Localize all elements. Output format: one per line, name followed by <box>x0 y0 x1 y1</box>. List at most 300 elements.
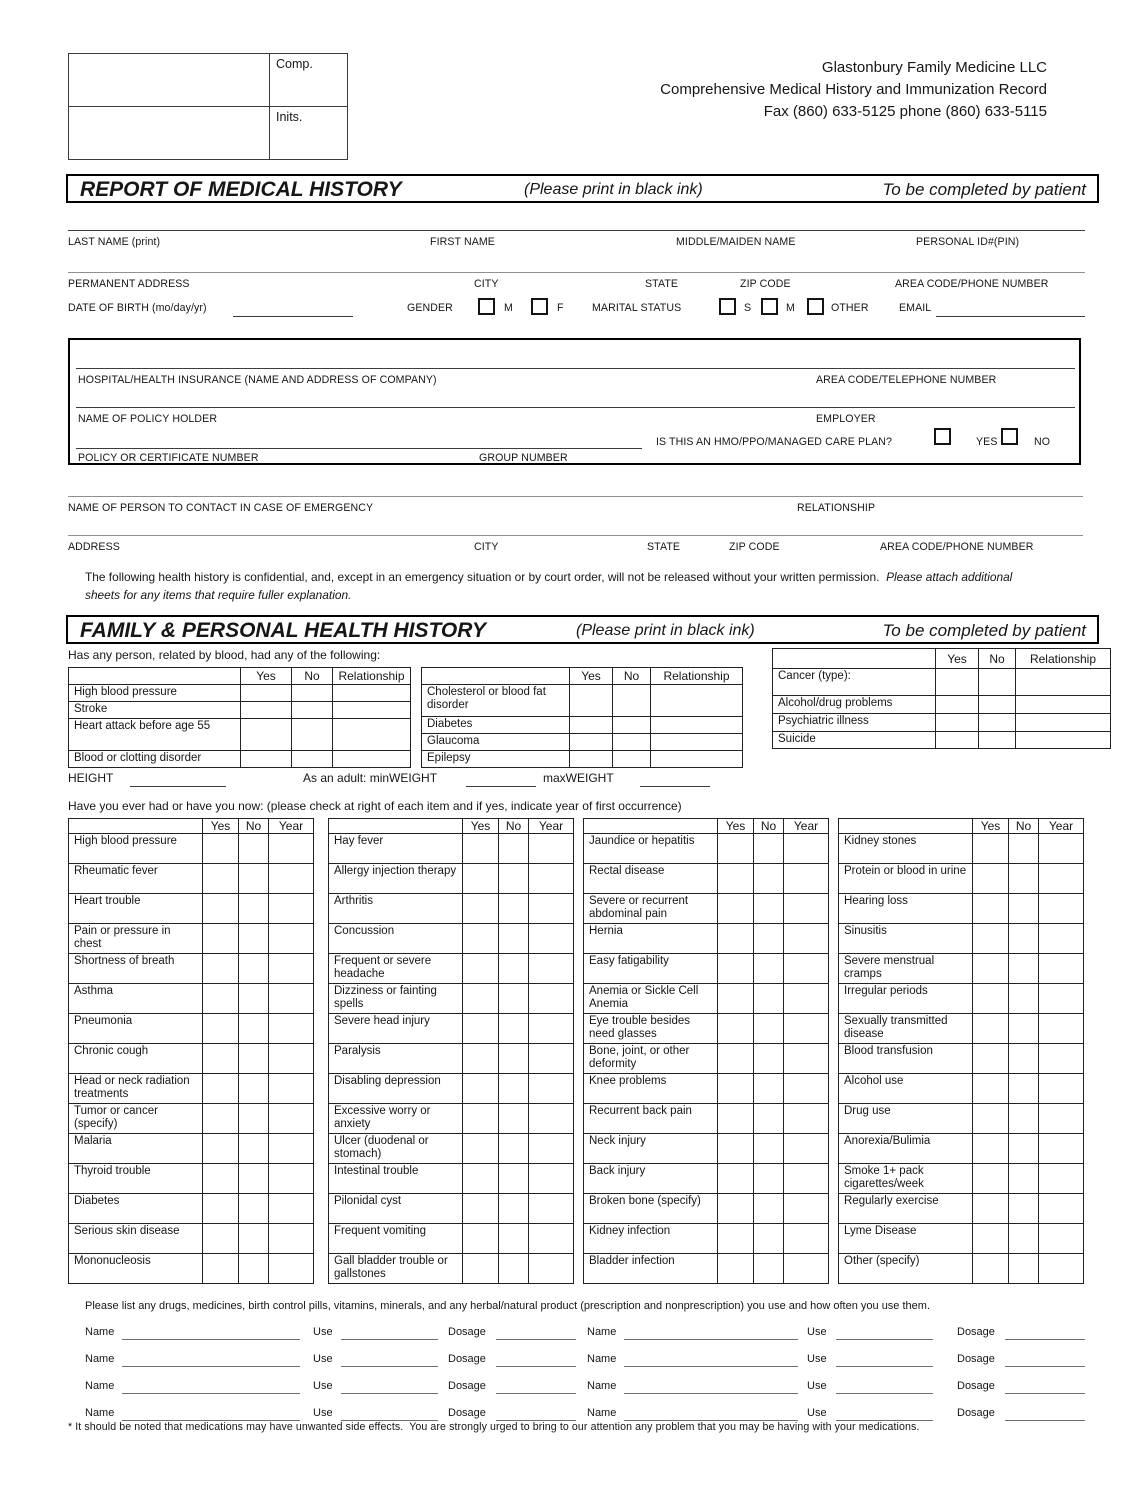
item-label: Hernia <box>584 924 718 954</box>
no-checkbox-cell[interactable] <box>499 1134 529 1164</box>
no-checkbox-cell[interactable] <box>1009 864 1039 894</box>
height-label: HEIGHT <box>68 771 114 785</box>
yes-checkbox-cell[interactable] <box>463 954 499 984</box>
no-checkbox-cell[interactable] <box>499 1254 529 1284</box>
year-cell[interactable] <box>1039 864 1084 894</box>
year-cell[interactable] <box>269 1254 314 1284</box>
medication-dosage-field[interactable] <box>1005 1393 1085 1394</box>
item-label: Diabetes <box>422 717 570 734</box>
column-header-no: No <box>979 649 1016 669</box>
no-checkbox-cell[interactable] <box>499 1164 529 1194</box>
yes-checkbox-cell[interactable] <box>973 1074 1009 1104</box>
medication-dosage-field[interactable] <box>1005 1339 1085 1340</box>
table-row <box>69 1014 314 1044</box>
year-cell[interactable] <box>784 1254 829 1284</box>
item-label: Back injury <box>584 1164 718 1194</box>
no-checkbox-cell[interactable] <box>239 1164 269 1194</box>
hmo-no-checkbox[interactable] <box>1001 428 1018 445</box>
item-label: Diabetes <box>69 1194 203 1224</box>
yes-checkbox-cell[interactable] <box>241 751 292 768</box>
yes-checkbox-cell[interactable] <box>570 751 613 768</box>
email-label: EMAIL <box>899 302 932 314</box>
year-cell[interactable] <box>1039 954 1084 984</box>
no-checkbox-cell[interactable] <box>754 1044 784 1074</box>
year-cell[interactable] <box>784 1014 829 1044</box>
yes-checkbox-cell[interactable] <box>936 696 979 714</box>
year-cell[interactable] <box>269 834 314 864</box>
yes-checkbox-cell[interactable] <box>203 834 239 864</box>
table-row <box>839 1014 1084 1044</box>
year-cell[interactable] <box>784 1044 829 1074</box>
yes-checkbox-cell[interactable] <box>973 1224 1009 1254</box>
history-question: Have you ever had or have you now: (please check at right of each item and if yes, indicate year of first occurrence) <box>68 799 682 813</box>
year-cell[interactable] <box>784 924 829 954</box>
no-checkbox-cell[interactable] <box>1009 954 1039 984</box>
no-checkbox-cell[interactable] <box>613 751 651 768</box>
medication-use-field[interactable] <box>341 1366 438 1367</box>
no-checkbox-cell[interactable] <box>499 864 529 894</box>
relationship-cell[interactable] <box>1016 696 1111 714</box>
no-checkbox-cell[interactable] <box>292 751 333 768</box>
yes-checkbox-cell[interactable] <box>718 1164 754 1194</box>
yes-checkbox-cell[interactable] <box>973 1044 1009 1074</box>
yes-checkbox-cell[interactable] <box>463 1254 499 1284</box>
year-cell[interactable] <box>784 1104 829 1134</box>
year-cell[interactable] <box>529 1074 574 1104</box>
medication-dosage-field[interactable] <box>1005 1420 1085 1421</box>
medication-name-field[interactable] <box>122 1393 300 1394</box>
history-table-4 <box>838 818 1084 1284</box>
yes-checkbox-cell[interactable] <box>203 894 239 924</box>
table-row <box>422 751 743 768</box>
dob-field[interactable] <box>233 316 353 317</box>
emergency-contact-label: NAME OF PERSON TO CONTACT IN CASE OF EMERGENCY <box>68 502 374 514</box>
yes-checkbox-cell[interactable] <box>463 1224 499 1254</box>
no-checkbox-cell[interactable] <box>239 1254 269 1284</box>
no-checkbox-cell[interactable] <box>754 1164 784 1194</box>
item-label: Severe or recurrent abdominal pain <box>584 894 718 924</box>
year-cell[interactable] <box>269 1224 314 1254</box>
column-header-empty <box>69 819 203 834</box>
table-row <box>329 1134 574 1164</box>
yes-checkbox-cell[interactable] <box>463 1044 499 1074</box>
medication-name-field[interactable] <box>624 1393 798 1394</box>
no-checkbox-cell[interactable] <box>1009 1074 1039 1104</box>
no-checkbox-cell[interactable] <box>1009 1254 1039 1284</box>
marital-m-checkbox[interactable] <box>761 298 778 315</box>
yes-checkbox-cell[interactable] <box>718 1194 754 1224</box>
no-checkbox-cell[interactable] <box>499 894 529 924</box>
yes-checkbox-cell[interactable] <box>241 719 292 751</box>
yes-checkbox-cell[interactable] <box>973 864 1009 894</box>
yes-checkbox-cell[interactable] <box>718 1074 754 1104</box>
emergency-relationship-label: RELATIONSHIP <box>797 502 876 514</box>
policy-number-line[interactable] <box>76 448 642 449</box>
year-cell[interactable] <box>529 1224 574 1254</box>
relationship-cell[interactable] <box>651 751 743 768</box>
no-checkbox-cell[interactable] <box>239 1014 269 1044</box>
table-row <box>584 984 829 1014</box>
table-row <box>329 954 574 984</box>
no-checkbox-cell[interactable] <box>1009 1194 1039 1224</box>
year-cell[interactable] <box>529 1194 574 1224</box>
medication-dosage-field[interactable] <box>496 1393 576 1394</box>
item-label: Chronic cough <box>69 1044 203 1074</box>
relationship-cell[interactable] <box>651 717 743 734</box>
yes-checkbox-cell[interactable] <box>570 734 613 751</box>
yes-checkbox-cell[interactable] <box>203 1224 239 1254</box>
year-cell[interactable] <box>1039 1224 1084 1254</box>
relationship-cell[interactable] <box>651 734 743 751</box>
no-checkbox-cell[interactable] <box>754 864 784 894</box>
yes-checkbox-cell[interactable] <box>718 924 754 954</box>
yes-checkbox-cell[interactable] <box>203 1104 239 1134</box>
yes-checkbox-cell[interactable] <box>718 1134 754 1164</box>
yes-checkbox-cell[interactable] <box>973 894 1009 924</box>
no-checkbox-cell[interactable] <box>499 954 529 984</box>
yes-checkbox-cell[interactable] <box>463 984 499 1014</box>
year-cell[interactable] <box>529 1164 574 1194</box>
table-row <box>839 864 1084 894</box>
no-checkbox-cell[interactable] <box>499 834 529 864</box>
no-checkbox-cell[interactable] <box>1009 1134 1039 1164</box>
yes-checkbox-cell[interactable] <box>936 669 979 696</box>
yes-checkbox-cell[interactable] <box>203 1044 239 1074</box>
no-checkbox-cell[interactable] <box>239 1104 269 1134</box>
yes-checkbox-cell[interactable] <box>973 954 1009 984</box>
no-checkbox-cell[interactable] <box>754 1014 784 1044</box>
dob-label: DATE OF BIRTH (mo/day/yr) <box>68 302 207 314</box>
year-cell[interactable] <box>784 1074 829 1104</box>
year-cell[interactable] <box>1039 1164 1084 1194</box>
yes-checkbox-cell[interactable] <box>936 714 979 732</box>
year-cell[interactable] <box>1039 984 1084 1014</box>
yes-checkbox-cell[interactable] <box>718 1224 754 1254</box>
no-checkbox-cell[interactable] <box>1009 1044 1039 1074</box>
year-cell[interactable] <box>1039 1014 1084 1044</box>
marital-s-checkbox[interactable] <box>719 298 736 315</box>
year-cell[interactable] <box>784 984 829 1014</box>
yes-checkbox-cell[interactable] <box>463 1074 499 1104</box>
emergency-address-line[interactable] <box>68 535 1083 536</box>
yes-checkbox-cell[interactable] <box>203 864 239 894</box>
year-cell[interactable] <box>784 1224 829 1254</box>
yes-checkbox-cell[interactable] <box>718 984 754 1014</box>
year-cell[interactable] <box>269 1104 314 1134</box>
year-cell[interactable] <box>529 894 574 924</box>
yes-checkbox-cell[interactable] <box>463 1194 499 1224</box>
item-label: Gall bladder trouble or gallstones <box>329 1254 463 1284</box>
yes-checkbox-cell[interactable] <box>463 1164 499 1194</box>
year-cell[interactable] <box>1039 924 1084 954</box>
no-checkbox-cell[interactable] <box>979 669 1016 696</box>
medication-use-field[interactable] <box>836 1366 933 1367</box>
no-checkbox-cell[interactable] <box>499 984 529 1014</box>
insurance-company-line[interactable] <box>76 368 1075 369</box>
medication-use-label: Use <box>807 1407 827 1419</box>
year-cell[interactable] <box>529 1254 574 1284</box>
no-checkbox-cell[interactable] <box>754 834 784 864</box>
yes-checkbox-cell[interactable] <box>203 1134 239 1164</box>
relationship-cell[interactable] <box>1016 669 1111 696</box>
no-checkbox-cell[interactable] <box>613 717 651 734</box>
yes-checkbox-cell[interactable] <box>203 1194 239 1224</box>
table-row <box>329 1254 574 1284</box>
no-checkbox-cell[interactable] <box>754 924 784 954</box>
yes-checkbox-cell[interactable] <box>973 924 1009 954</box>
no-checkbox-cell[interactable] <box>292 719 333 751</box>
year-cell[interactable] <box>784 894 829 924</box>
item-label: Bladder infection <box>584 1254 718 1284</box>
no-checkbox-cell[interactable] <box>239 924 269 954</box>
year-cell[interactable] <box>529 864 574 894</box>
year-cell[interactable] <box>529 1134 574 1164</box>
yes-checkbox-cell[interactable] <box>718 1104 754 1134</box>
medication-name-field[interactable] <box>122 1339 300 1340</box>
year-cell[interactable] <box>529 954 574 984</box>
no-checkbox-cell[interactable] <box>754 1104 784 1134</box>
medication-name-field[interactable] <box>122 1366 300 1367</box>
gender-m-checkbox[interactable] <box>478 298 495 315</box>
no-checkbox-cell[interactable] <box>754 1254 784 1284</box>
yes-checkbox-cell[interactable] <box>203 924 239 954</box>
item-label: Pain or pressure in chest <box>69 924 203 954</box>
no-checkbox-cell[interactable] <box>979 732 1016 749</box>
year-cell[interactable] <box>784 864 829 894</box>
emergency-contact-line[interactable] <box>68 496 1083 497</box>
relationship-cell[interactable] <box>1016 714 1111 732</box>
yes-checkbox-cell[interactable] <box>203 984 239 1014</box>
year-cell[interactable] <box>529 1044 574 1074</box>
family-table-2 <box>421 667 743 768</box>
year-cell[interactable] <box>529 1104 574 1134</box>
year-cell[interactable] <box>269 1164 314 1194</box>
year-cell[interactable] <box>1039 1134 1084 1164</box>
no-checkbox-cell[interactable] <box>239 1044 269 1074</box>
yes-checkbox-cell[interactable] <box>718 1044 754 1074</box>
yes-checkbox-cell[interactable] <box>241 685 292 702</box>
year-cell[interactable] <box>1039 894 1084 924</box>
no-checkbox-cell[interactable] <box>292 702 333 719</box>
no-checkbox-cell[interactable] <box>1009 1104 1039 1134</box>
table-row <box>69 1134 314 1164</box>
no-checkbox-cell[interactable] <box>499 924 529 954</box>
no-checkbox-cell[interactable] <box>1009 1014 1039 1044</box>
no-checkbox-cell[interactable] <box>499 1224 529 1254</box>
no-checkbox-cell[interactable] <box>499 1194 529 1224</box>
medication-name-field[interactable] <box>624 1339 798 1340</box>
medication-dosage-field[interactable] <box>496 1339 576 1340</box>
no-checkbox-cell[interactable] <box>754 1224 784 1254</box>
year-cell[interactable] <box>1039 1044 1084 1074</box>
no-checkbox-cell[interactable] <box>239 894 269 924</box>
yes-checkbox-cell[interactable] <box>973 1014 1009 1044</box>
yes-checkbox-cell[interactable] <box>973 834 1009 864</box>
no-checkbox-cell[interactable] <box>1009 1224 1039 1254</box>
item-label: Heart attack before age 55 <box>69 719 241 751</box>
no-checkbox-cell[interactable] <box>613 685 651 717</box>
year-cell[interactable] <box>1039 1254 1084 1284</box>
yes-checkbox-cell[interactable] <box>463 924 499 954</box>
table-row <box>329 1224 574 1254</box>
year-cell[interactable] <box>784 954 829 984</box>
year-cell[interactable] <box>1039 1104 1084 1134</box>
no-checkbox-cell[interactable] <box>239 1074 269 1104</box>
no-checkbox-cell[interactable] <box>239 1134 269 1164</box>
yes-checkbox-cell[interactable] <box>463 1014 499 1044</box>
no-checkbox-cell[interactable] <box>499 1074 529 1104</box>
yes-checkbox-cell[interactable] <box>570 685 613 717</box>
year-cell[interactable] <box>784 1164 829 1194</box>
medication-dosage-label: Dosage <box>448 1353 486 1365</box>
year-cell[interactable] <box>269 954 314 984</box>
year-cell[interactable] <box>269 924 314 954</box>
yes-checkbox-cell[interactable] <box>718 864 754 894</box>
no-checkbox-cell[interactable] <box>1009 984 1039 1014</box>
yes-checkbox-cell[interactable] <box>463 894 499 924</box>
yes-checkbox-cell[interactable] <box>203 1164 239 1194</box>
no-checkbox-cell[interactable] <box>754 1134 784 1164</box>
no-checkbox-cell[interactable] <box>754 1194 784 1224</box>
column-header-no: No <box>754 819 784 834</box>
relationship-cell[interactable] <box>333 751 411 768</box>
max-weight-field[interactable] <box>640 786 710 787</box>
no-checkbox-cell[interactable] <box>499 1104 529 1134</box>
min-weight-field[interactable] <box>466 786 536 787</box>
no-checkbox-cell[interactable] <box>613 734 651 751</box>
yes-checkbox-cell[interactable] <box>973 1104 1009 1134</box>
year-cell[interactable] <box>784 834 829 864</box>
year-cell[interactable] <box>784 1134 829 1164</box>
relationship-cell[interactable] <box>651 685 743 717</box>
year-cell[interactable] <box>269 1014 314 1044</box>
relationship-cell[interactable] <box>333 685 411 702</box>
year-cell[interactable] <box>269 1134 314 1164</box>
no-checkbox-cell[interactable] <box>499 1014 529 1044</box>
yes-checkbox-cell[interactable] <box>718 954 754 984</box>
email-field[interactable] <box>936 316 1085 317</box>
year-cell[interactable] <box>1039 1194 1084 1224</box>
medication-name-label: Name <box>85 1380 115 1392</box>
yes-checkbox-cell[interactable] <box>463 1134 499 1164</box>
yes-checkbox-cell[interactable] <box>973 1164 1009 1194</box>
no-checkbox-cell[interactable] <box>239 864 269 894</box>
year-cell[interactable] <box>269 894 314 924</box>
yes-checkbox-cell[interactable] <box>463 864 499 894</box>
gender-f-checkbox[interactable] <box>531 298 548 315</box>
table-row <box>839 1224 1084 1254</box>
no-checkbox-cell[interactable] <box>239 984 269 1014</box>
emergency-zip-label: ZIP CODE <box>729 541 780 553</box>
yes-checkbox-cell[interactable] <box>973 984 1009 1014</box>
yes-checkbox-cell[interactable] <box>973 1134 1009 1164</box>
medication-name-field[interactable] <box>624 1366 798 1367</box>
year-cell[interactable] <box>269 864 314 894</box>
year-cell[interactable] <box>269 984 314 1014</box>
yes-checkbox-cell[interactable] <box>203 1254 239 1284</box>
no-checkbox-cell[interactable] <box>499 1044 529 1074</box>
no-checkbox-cell[interactable] <box>754 894 784 924</box>
no-checkbox-cell[interactable] <box>979 714 1016 732</box>
medications-instruction: Please list any drugs, medicines, birth control pills, vitamins, minerals, and any herbal/natural product (prescription and nonprescription) you use and how often you use them. <box>85 1300 930 1312</box>
yes-checkbox-cell[interactable] <box>718 1254 754 1284</box>
no-checkbox-cell[interactable] <box>239 954 269 984</box>
year-cell[interactable] <box>784 1194 829 1224</box>
table-row <box>584 1134 829 1164</box>
yes-checkbox-cell[interactable] <box>718 834 754 864</box>
no-checkbox-cell[interactable] <box>1009 1164 1039 1194</box>
address-write-line[interactable] <box>68 272 1085 273</box>
year-cell[interactable] <box>529 924 574 954</box>
medication-use-label: Use <box>807 1353 827 1365</box>
yes-checkbox-cell[interactable] <box>973 1254 1009 1284</box>
insurance-area-code-label: AREA CODE/TELEPHONE NUMBER <box>816 374 997 386</box>
year-cell[interactable] <box>1039 834 1084 864</box>
year-cell[interactable] <box>269 1074 314 1104</box>
year-cell[interactable] <box>1039 1074 1084 1104</box>
yes-checkbox-cell[interactable] <box>718 1014 754 1044</box>
no-checkbox-cell[interactable] <box>754 1074 784 1104</box>
no-checkbox-cell[interactable] <box>1009 894 1039 924</box>
yes-checkbox-cell[interactable] <box>241 702 292 719</box>
personal-id-label: PERSONAL ID#(PIN) <box>916 236 1020 248</box>
medication-use-field[interactable] <box>341 1393 438 1394</box>
year-cell[interactable] <box>269 1194 314 1224</box>
medication-use-field[interactable] <box>341 1339 438 1340</box>
year-cell[interactable] <box>529 984 574 1014</box>
height-field[interactable] <box>130 786 226 787</box>
no-checkbox-cell[interactable] <box>292 685 333 702</box>
yes-checkbox-cell[interactable] <box>203 1014 239 1044</box>
relationship-cell[interactable] <box>333 702 411 719</box>
no-checkbox-cell[interactable] <box>979 696 1016 714</box>
medication-dosage-field[interactable] <box>1005 1366 1085 1367</box>
medication-use-label: Use <box>807 1380 827 1392</box>
yes-checkbox-cell[interactable] <box>570 717 613 734</box>
relationship-cell[interactable] <box>333 719 411 751</box>
report-title: REPORT OF MEDICAL HISTORY <box>80 178 402 201</box>
no-checkbox-cell[interactable] <box>754 954 784 984</box>
table-row <box>773 669 1111 696</box>
no-checkbox-cell[interactable] <box>239 1224 269 1254</box>
table-row <box>839 1194 1084 1224</box>
medication-dosage-field[interactable] <box>496 1366 576 1367</box>
relationship-cell[interactable] <box>1016 732 1111 749</box>
no-checkbox-cell[interactable] <box>1009 834 1039 864</box>
medication-use-field[interactable] <box>836 1393 933 1394</box>
name-write-line[interactable] <box>68 230 1085 231</box>
medication-use-field[interactable] <box>836 1339 933 1340</box>
yes-checkbox-cell[interactable] <box>973 1194 1009 1224</box>
year-cell[interactable] <box>529 1014 574 1044</box>
yes-checkbox-cell[interactable] <box>463 1104 499 1134</box>
yes-checkbox-cell[interactable] <box>203 1074 239 1104</box>
yes-checkbox-cell[interactable] <box>718 894 754 924</box>
no-checkbox-cell[interactable] <box>1009 924 1039 954</box>
hmo-yes-checkbox[interactable] <box>934 428 951 445</box>
no-checkbox-cell[interactable] <box>239 834 269 864</box>
year-cell[interactable] <box>529 834 574 864</box>
no-checkbox-cell[interactable] <box>754 984 784 1014</box>
no-checkbox-cell[interactable] <box>239 1194 269 1224</box>
year-cell[interactable] <box>269 1044 314 1074</box>
table-row <box>584 1044 829 1074</box>
yes-checkbox-cell[interactable] <box>203 954 239 984</box>
marital-other-checkbox[interactable] <box>807 298 824 315</box>
yes-checkbox-cell[interactable] <box>936 732 979 749</box>
yes-checkbox-cell[interactable] <box>463 834 499 864</box>
policy-holder-line[interactable] <box>76 407 1075 408</box>
